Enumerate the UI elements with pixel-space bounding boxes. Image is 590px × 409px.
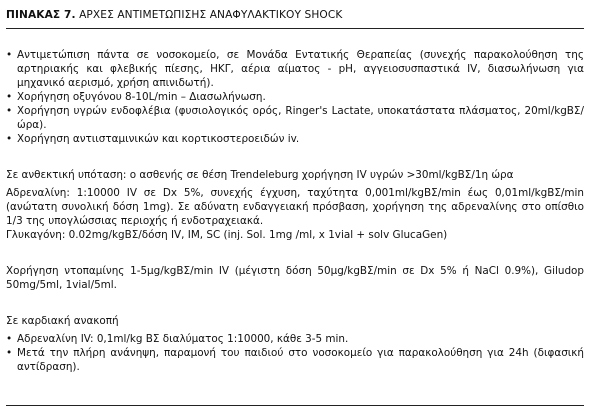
bullet-oxygen: • Χορήγηση οξυγόνου 8-10L/min – Διασωλήνωση. [6, 90, 584, 104]
glucagon-paragraph: Γλυκαγόνη: 0.02mg/kgΒΣ/δόση IV, IM, SC (inj. Sol. 1mg /ml, x 1vial + solv GlucaGen) [6, 229, 448, 241]
adrenaline-paragraph: Αδρεναλίνη: 1:10000 IV σε Dx 5%, συνεχής έγχυση, ταχύτητα 0,001ml/kgΒΣ/min έως 0,01ml/kgΒΣ/min (ανώτατη συνολική δόση 1mg). Σε αδύνατη ενδαγγειακή πρόσβαση, χορήγηση της αδρεναλίνης στο οπίσθιο 1/3 της υπογλώσσιας περιοχής ή ενδοτραχειακά. [6, 187, 584, 227]
bottom-divider [6, 405, 584, 406]
bullet-icu: • Αντιμετώπιση πάντα σε νοσοκομείο, σε Μονάδα Εντατικής Θεραπείας (συνεχής παρακολούθηση της αρτηριακής και φλεβικής πίεσης, ΗΚΓ, αέρια αίματος - pH, αγγειοσυσπαστικά IV, διασωλήνωση για μηχανικό αερισμό, χρήση απινιδωτή). [6, 48, 584, 90]
bullet-observation: • Μετά την πλήρη ανάνηψη, παραμονή του παιδιού στο νοσοκομείο για παρακολούθηση για 24h (διφασική αντίδραση). [6, 346, 584, 374]
table-body [6, 48, 584, 374]
cardiac-arrest-intro: Σε καρδιακή ανακοπή [6, 315, 119, 327]
table-title-text: ΑΡΧΕΣ ΑΝΤΙΜΕΤΩΠΙΣΗΣ ΑΝΑΦΥΛΑΚΤΙΚΟΥ SHOCK [79, 9, 343, 21]
table-number: ΠΙΝΑΚΑΣ 7. [6, 9, 76, 21]
bullet-antihistamines: • Χορήγηση αντιισταμινικών και κορτικοστεροειδών iv. [6, 132, 584, 146]
table-title [6, 8, 584, 22]
bullet-cardiac-adrenaline: • Αδρεναλίνη IV: 0,1ml/kg ΒΣ διαλύματος 1:10000, κάθε 3-5 min. [6, 332, 584, 346]
bullet-fluids: • Χορήγηση υγρών ενδοφλέβια (φυσιολογικός ορός, Ringer's Lactate, υποκατάστατα πλάσματος, 20ml/kgΒΣ/ώρα). [6, 104, 584, 132]
resistant-hypotension-intro: Σε ανθεκτική υπόταση: ο ασθενής σε θέση Trendeleburg χορήγηση IV υγρών >30ml/kgΒΣ/1η ώρα [6, 169, 514, 181]
dopamine-paragraph: Χορήγηση ντοπαμίνης 1-5μg/kgΒΣ/min IV (μέγιστη δόση 50μg/kgΒΣ/min σε Dx 5% ή NaCl 0.9%), Giludop 50mg/5ml, 1vial/5ml. [6, 265, 584, 291]
table-container [6, 8, 584, 373]
title-divider [6, 28, 584, 29]
